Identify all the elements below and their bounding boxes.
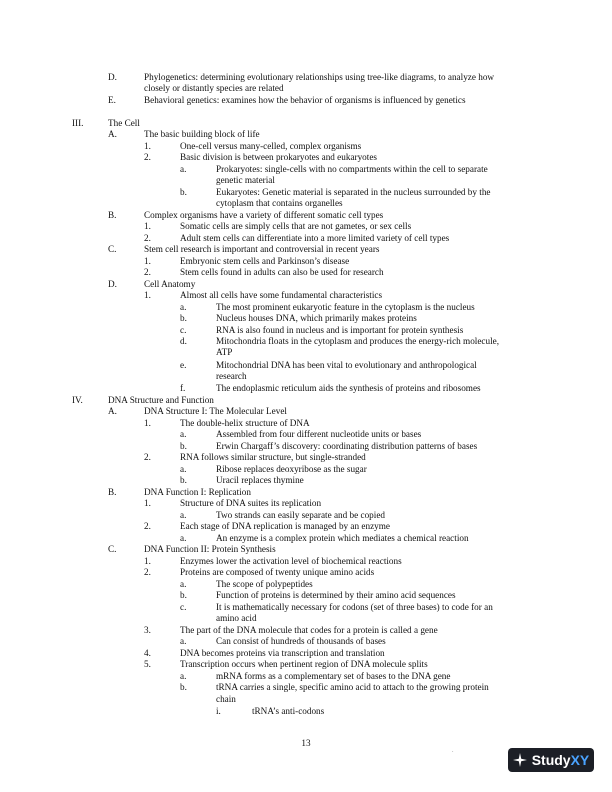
badge-xy-text: XY bbox=[570, 751, 590, 768]
outline-text: Mitochondrial DNA has been vital to evolutionary and anthropological bbox=[216, 360, 477, 370]
footer-dot: . bbox=[452, 748, 454, 754]
outline-line bbox=[0, 267, 612, 278]
outline-text: Adult stem cells can differentiate into a more limited variety of cell types bbox=[180, 233, 450, 243]
outline-text: RNA is also found in nucleus and is important for protein synthesis bbox=[216, 325, 464, 335]
outline-line bbox=[0, 383, 612, 394]
outline-marker: a. bbox=[180, 164, 187, 174]
outline-marker: c. bbox=[180, 325, 187, 335]
outline-marker: i. bbox=[216, 706, 221, 716]
outline-marker: 1. bbox=[144, 141, 151, 151]
outline-text: Two strands can easily separate and be copied bbox=[216, 510, 386, 520]
outline-text: Phylogenetics: determining evolutionary relationships using tree-like diagrams, to analyze how bbox=[144, 72, 495, 82]
outline-marker: 5. bbox=[144, 659, 151, 669]
outline-line bbox=[0, 336, 612, 347]
outline-line bbox=[0, 659, 612, 670]
outline-marker: d. bbox=[180, 336, 187, 346]
outline-line bbox=[0, 418, 612, 429]
outline-marker: b. bbox=[180, 682, 187, 692]
outline-marker: a. bbox=[180, 671, 187, 681]
outline-text: Erwin Chargaff’s discovery: coordinating distribution patterns of bases bbox=[216, 441, 478, 451]
outline-line bbox=[0, 452, 612, 463]
outline-marker: E. bbox=[108, 95, 116, 105]
outline-line bbox=[0, 279, 612, 290]
outline-marker: a. bbox=[180, 510, 187, 520]
outline-marker: c. bbox=[180, 602, 187, 612]
outline-marker: a. bbox=[180, 429, 187, 439]
outline-line bbox=[0, 406, 612, 417]
outline-marker: 2. bbox=[144, 567, 151, 577]
outline-line bbox=[0, 533, 612, 544]
outline-marker: D. bbox=[108, 279, 117, 289]
plus-sparkle-icon bbox=[513, 753, 527, 767]
outline-line bbox=[0, 636, 612, 647]
outline-text: Prokaryotes: single-cells with no compartments within the cell to separate bbox=[216, 164, 488, 174]
outline-marker: 2. bbox=[144, 233, 151, 243]
outline-text: DNA Structure I: The Molecular Level bbox=[144, 406, 287, 416]
outline-text: The part of the DNA molecule that codes for a protein is called a gene bbox=[180, 625, 438, 635]
outline-text: tRNA carries a single, specific amino acid to attach to the growing protein bbox=[216, 682, 489, 692]
outline-text: cytoplasm that contains organelles bbox=[216, 198, 343, 208]
outline-text: Mitochondria floats in the cytoplasm and produces the energy-rich molecule, bbox=[216, 336, 500, 346]
outline-text: An enzyme is a complex protein which mediates a chemical reaction bbox=[216, 533, 469, 543]
outline-marker: 2. bbox=[144, 452, 151, 462]
outline-text: Nucleus houses DNA, which primarily makes proteins bbox=[216, 313, 417, 323]
outline-text: DNA becomes proteins via transcription and translation bbox=[180, 648, 385, 658]
outline-text: Almost all cells have some fundamental characteristics bbox=[180, 290, 383, 300]
outline-text: ATP bbox=[216, 347, 233, 357]
outline-text: closely or distantly species are related bbox=[144, 83, 284, 93]
outline-line bbox=[0, 175, 612, 186]
outline-line bbox=[0, 221, 612, 232]
outline-line bbox=[0, 567, 612, 578]
outline-line bbox=[0, 95, 612, 106]
outline-marker: 3. bbox=[144, 625, 151, 635]
outline-text: genetic material bbox=[216, 175, 275, 185]
outline-text: Each stage of DNA replication is managed by an enzyme bbox=[180, 521, 390, 531]
outline-text: Somatic cells are simply cells that are not gametes, or sex cells bbox=[180, 221, 412, 231]
outline-line bbox=[0, 429, 612, 440]
outline-line bbox=[0, 464, 612, 475]
outline-text: tRNA’s anti-codons bbox=[252, 706, 325, 716]
outline-line bbox=[0, 164, 612, 175]
outline-text: mRNA forms as a complementary set of bases to the DNA gene bbox=[216, 671, 451, 681]
outline-marker: B. bbox=[108, 487, 117, 497]
outline-text: Assembled from four different nucleotide units or bases bbox=[216, 429, 422, 439]
outline-text: Transcription occurs when pertinent region of DNA molecule splits bbox=[180, 659, 428, 669]
outline-line bbox=[0, 72, 612, 83]
outline-text: The endoplasmic reticulum aids the synthesis of proteins and ribosomes bbox=[216, 383, 481, 393]
outline-text: amino acid bbox=[216, 613, 257, 623]
outline-text: Embryonic stem cells and Parkinson’s disease bbox=[180, 256, 350, 266]
outline-line bbox=[0, 625, 612, 636]
outline-line bbox=[0, 706, 612, 717]
outline-marker: a. bbox=[180, 579, 187, 589]
outline-marker: b. bbox=[180, 441, 187, 451]
outline-line bbox=[0, 302, 612, 313]
outline-marker: A. bbox=[108, 406, 117, 416]
outline-line bbox=[0, 244, 612, 255]
outline-marker: e. bbox=[180, 360, 187, 370]
outline-marker: f. bbox=[180, 383, 186, 393]
outline-marker: 1. bbox=[144, 290, 151, 300]
outline-line bbox=[0, 187, 612, 198]
outline-line bbox=[0, 648, 612, 659]
outline-text: DNA Structure and Function bbox=[108, 395, 214, 405]
outline-marker: III. bbox=[72, 118, 84, 128]
outline-marker: C. bbox=[108, 544, 117, 554]
outline-line bbox=[0, 475, 612, 486]
outline-marker: IV. bbox=[72, 395, 83, 405]
outline-marker: 1. bbox=[144, 556, 151, 566]
outline-line bbox=[0, 256, 612, 267]
outline-marker: 1. bbox=[144, 256, 151, 266]
outline-line bbox=[0, 233, 612, 244]
outline-line bbox=[0, 210, 612, 221]
outline-line bbox=[0, 313, 612, 324]
outline-text: research bbox=[216, 371, 247, 381]
outline-line bbox=[0, 682, 612, 693]
outline-marker: 1. bbox=[144, 221, 151, 231]
outline-text: Function of proteins is determined by their amino acid sequences bbox=[216, 590, 456, 600]
outline-marker: 4. bbox=[144, 648, 151, 658]
outline-line bbox=[0, 347, 612, 358]
outline-marker: a. bbox=[180, 464, 187, 474]
outline-text: Ribose replaces deoxyribose as the sugar bbox=[216, 464, 367, 474]
outline-line bbox=[0, 83, 612, 94]
outline-text: The most prominent eukaryotic feature in the cytoplasm is the nucleus bbox=[216, 302, 475, 312]
outline-line bbox=[0, 556, 612, 567]
outline-line bbox=[0, 152, 612, 163]
badge-study-text: Study bbox=[531, 751, 571, 768]
outline-text: Basic division is between prokaryotes and eukaryotes bbox=[180, 152, 377, 162]
outline-line bbox=[0, 590, 612, 601]
outline-marker: D. bbox=[108, 72, 117, 82]
outline-text: Can consist of hundreds of thousands of bases bbox=[216, 636, 386, 646]
page-number: 13 bbox=[301, 738, 311, 748]
outline-text: DNA Function I: Replication bbox=[144, 487, 251, 497]
outline-line bbox=[0, 671, 612, 682]
outline-line bbox=[0, 290, 612, 301]
outline-text: One-cell versus many-celled, complex organisms bbox=[180, 141, 362, 151]
outline-line bbox=[0, 325, 612, 336]
outline-marker: b. bbox=[180, 313, 187, 323]
outline-line bbox=[0, 198, 612, 209]
outline-line bbox=[0, 521, 612, 532]
outline-marker: 2. bbox=[144, 152, 151, 162]
outline-text: Eukaryotes: Genetic material is separated in the nucleus surrounded by the bbox=[216, 187, 491, 197]
outline-text: Complex organisms have a variety of different somatic cell types bbox=[144, 210, 384, 220]
outline-text: chain bbox=[216, 694, 236, 704]
outline-line bbox=[0, 371, 612, 382]
outline-text: The Cell bbox=[108, 118, 140, 128]
outline-text: RNA follows similar structure, but single-stranded bbox=[180, 452, 366, 462]
outline-marker: a. bbox=[180, 533, 187, 543]
outline-line bbox=[0, 360, 612, 371]
outline-marker: a. bbox=[180, 302, 187, 312]
outline-text: Enzymes lower the activation level of biochemical reactions bbox=[180, 556, 402, 566]
outline-marker: b. bbox=[180, 187, 187, 197]
outline-marker: 1. bbox=[144, 498, 151, 508]
outline-line bbox=[0, 510, 612, 521]
outline-line bbox=[0, 544, 612, 555]
outline-line bbox=[0, 602, 612, 613]
outline-marker: C. bbox=[108, 244, 117, 254]
outline-marker: B. bbox=[108, 210, 117, 220]
outline-marker: 1. bbox=[144, 418, 151, 428]
outline-text: Uracil replaces thymine bbox=[216, 475, 304, 485]
outline-line bbox=[0, 395, 612, 406]
outline-marker: b. bbox=[180, 475, 187, 485]
outline-line bbox=[0, 694, 612, 705]
outline-text: Proteins are composed of twenty unique amino acids bbox=[180, 567, 375, 577]
outline-text: Behavioral genetics: examines how the behavior of organisms is influenced by genetics bbox=[144, 95, 466, 105]
outline-line bbox=[0, 441, 612, 452]
outline-line bbox=[0, 579, 612, 590]
outline-text: The basic building block of life bbox=[144, 129, 260, 139]
outline-marker: b. bbox=[180, 590, 187, 600]
outline-text: DNA Function II: Protein Synthesis bbox=[144, 544, 276, 554]
outline-line bbox=[0, 487, 612, 498]
outline-marker: 2. bbox=[144, 267, 151, 277]
outline-text: Cell Anatomy bbox=[144, 279, 196, 289]
outline-text: Stem cells found in adults can also be used for research bbox=[180, 267, 384, 277]
outline-text: Structure of DNA suites its replication bbox=[180, 498, 322, 508]
outline-marker: A. bbox=[108, 129, 117, 139]
outline-text: Stem cell research is important and controversial in recent years bbox=[144, 244, 380, 254]
outline-line bbox=[0, 498, 612, 509]
outline-line bbox=[0, 118, 612, 129]
outline-marker: 2. bbox=[144, 521, 151, 531]
outline-line bbox=[0, 141, 612, 152]
outline-text: The double-helix structure of DNA bbox=[180, 418, 310, 428]
outline-text: It is mathematically necessary for codons (set of three bases) to code for an bbox=[216, 602, 493, 612]
outline-line bbox=[0, 613, 612, 624]
outline-line bbox=[0, 129, 612, 140]
outline-text: The scope of polypeptides bbox=[216, 579, 313, 589]
outline-marker: a. bbox=[180, 636, 187, 646]
studyxy-badge[interactable] bbox=[508, 748, 594, 772]
